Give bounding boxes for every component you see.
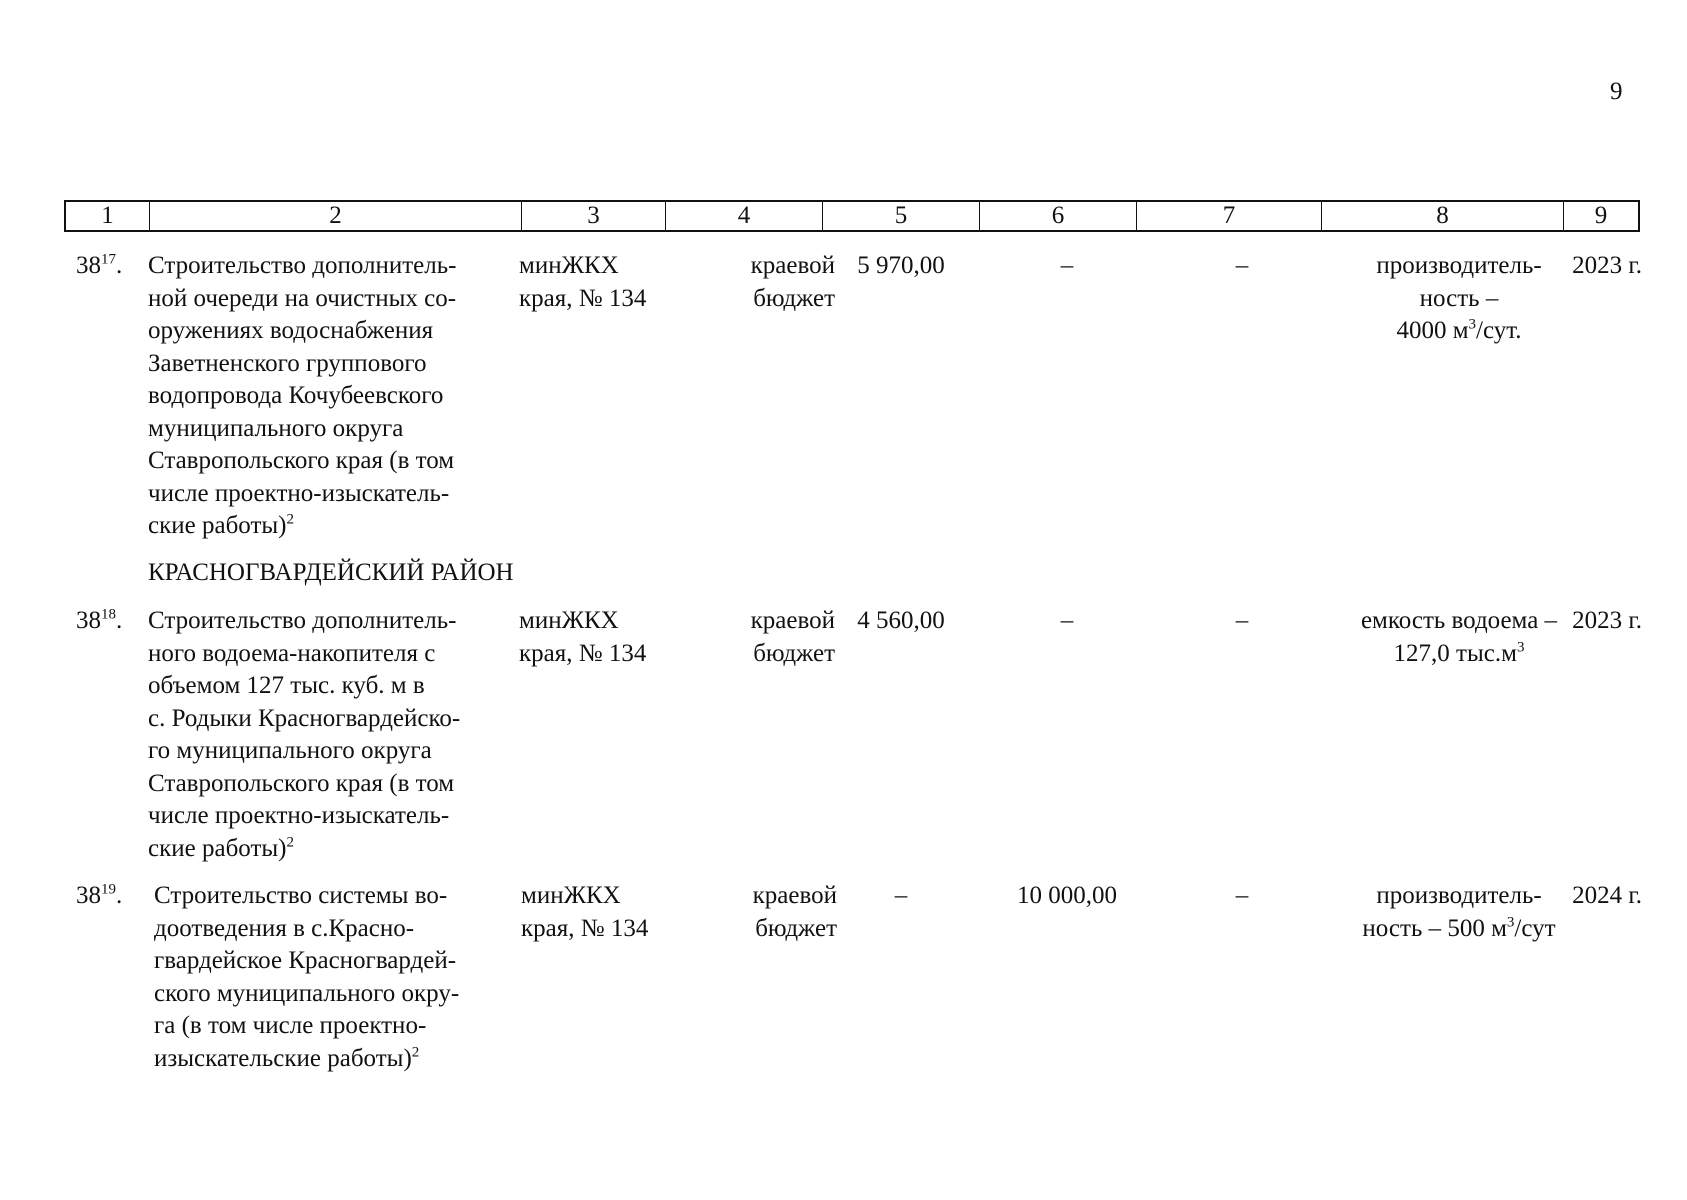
header-col-6: 6 [980, 202, 1137, 230]
row-description: Строительство дополнитель- ного водоема-накопителя с объемом 127 тыс. куб. м в с. Родыки Красногвардейско- го муниципального округа Ставропольского края (в том числе проектно-изыскатель- ские работы)$^2$ [148, 607, 461, 862]
row-col5-value: – [894, 882, 908, 909]
row-col6-value: – [1060, 607, 1074, 634]
row-col7-value: – [1235, 882, 1249, 909]
header-col-3: 3 [522, 202, 666, 230]
row-year: 2024 г. [1572, 882, 1642, 909]
row-col7-value: – [1235, 607, 1249, 634]
row-col5-value: 4 560,00 [857, 607, 945, 634]
row-indicator: производитель- ность – 500 $м^3$/сут [1362, 882, 1556, 942]
row-col5-value: 5 970,00 [857, 252, 945, 279]
row-number: $38^{17}$. [76, 251, 123, 279]
row-executor-source: минЖКХ краевой края, № 134 бюджет [519, 252, 835, 312]
row-description: Строительство дополнитель- ной очереди на очистных со- оружениях водоснабжения Заветненского группового водопровода Кочубеевского муниципального округа Ставропольского края (в том числе проектно-изыскатель- ские работы)$^2$ [148, 252, 457, 539]
header-col-2: 2 [150, 202, 522, 230]
row-year: 2023 г. [1572, 607, 1642, 634]
row-indicator: производитель- ность – 4000 $м^3$/сут. [1376, 252, 1542, 344]
section-title: КРАСНОГВАРДЕЙСКИЙ РАЙОН [148, 559, 514, 586]
row-col7-value: – [1235, 252, 1249, 279]
row-col6-value: 10 000,00 [1017, 882, 1117, 909]
header-col-7: 7 [1137, 202, 1322, 230]
header-col-8: 8 [1322, 202, 1564, 230]
header-col-1: 1 [66, 202, 150, 230]
row-col6-value: – [1060, 252, 1074, 279]
row-description: Строительство системы во- доотведения в с.Красно- гвардейское Красногвардей- ского муниципального окру- га (в том числе проектно- изыскательские работы)$^2$ [154, 882, 460, 1072]
table-header-row [64, 200, 1640, 232]
row-number: $38^{19}$. [76, 881, 123, 909]
page-number: 9 [1610, 78, 1623, 105]
row-indicator: емкость водоема – 127,0 $тыс.м^3$ [1360, 607, 1558, 667]
header-col-5: 5 [823, 202, 980, 230]
row-executor-source: минЖКХ краевой края, № 134 бюджет [519, 607, 835, 667]
header-col-9: 9 [1594, 202, 1608, 229]
row-number: $38^{18}$. [76, 606, 123, 634]
row-year: 2023 г. [1572, 252, 1642, 279]
row-executor-source: минЖКХ краевой края, № 134 бюджет [521, 882, 837, 942]
header-col-4: 4 [666, 202, 823, 230]
